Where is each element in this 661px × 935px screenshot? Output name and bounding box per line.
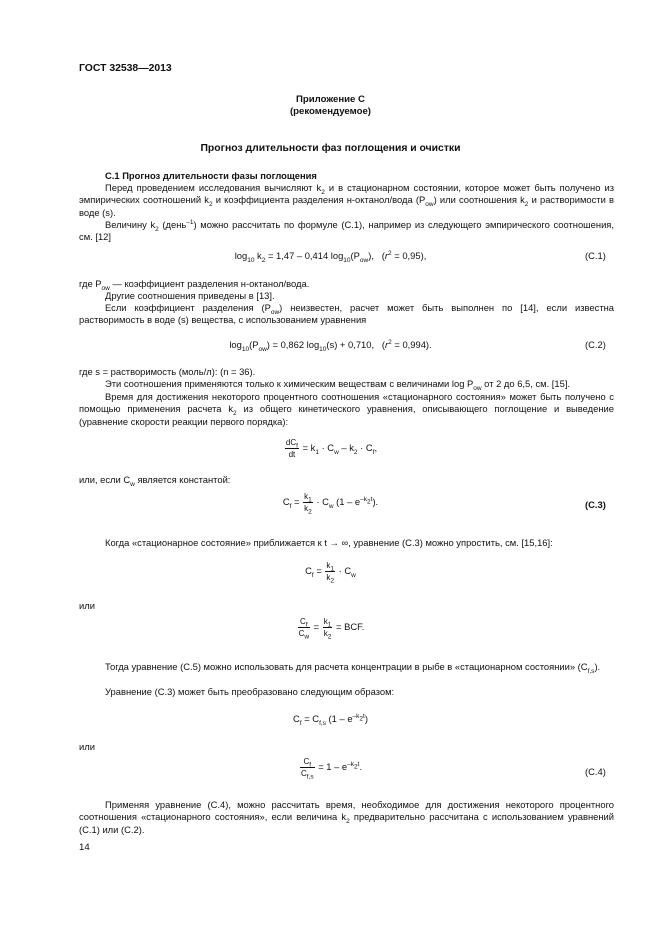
- equation-number-c4: (С.4): [585, 766, 606, 777]
- paragraph-1: Перед проведением исследования вычисляют $k_2$ и в стационарном состоянии, которое может быть получено из эмпирических соотношений $k_2$ и коэффициента разделения н-октанол/вода $(P_{ow})$ или соотношения $k_2$ и растворимости в воде (s).: [79, 182, 614, 218]
- paragraph-9: или, если $C_w$ является константой:: [79, 474, 231, 488]
- paragraph-5: Если коэффициент разделения $(P_{ow})$ неизвестен, расчет может быть выполнен по [14], если известна растворимость в воде (s) вещества, с использованием уравнения: [79, 302, 614, 326]
- paragraph-10: Когда «стационарное состояние» приближается к t → ∞, уравнение (С.3) можно упростить, см. [15,16]:: [105, 537, 553, 548]
- paragraph-8: Время для достижения некоторого процентного соотношения «стационарного состояния» может быть получено с помощью применения расчета $k_2$ из общего кинетического уравнения, описывающего поглощение и выведение (уравнение скорости реакции первого порядка):: [79, 391, 614, 427]
- equation-c2: $\log_{10}(P_{ow}) = 0,862$ $\log_{10}(s) + 0,710$, $(r^2 = 0,994)$.: [229, 338, 432, 353]
- paragraph-4: Другие соотношения приведены в [13].: [105, 290, 275, 301]
- equation-c3: $C_f$ = $\frac{k_1}{k_2}$ · $C_w$ $(1 - e^{-k_2t})$.: [282, 492, 379, 516]
- kinetic-equation: $\frac{dC_f}{dt}$ = $k_1 \cdot C_w - k_2 \cdot C_f$,: [285, 438, 378, 459]
- paragraph-11: Тогда уравнение (С.5) можно использовать для расчета концентрации в рыбе в «стационарном состоянии» $(C_{f,s})$.: [105, 661, 601, 675]
- equation-number-c3: (С.3): [585, 499, 606, 510]
- equation-c1: $\log_{10} k_2 = 1,47 - 0,414$ $\log_{10}(P_{ow})$, $(r^2 = 0,95)$,: [234, 249, 427, 264]
- document-title: Прогноз длительности фаз поглощения и очистки: [200, 143, 461, 154]
- paragraph-2: Величину $k_2$ (день$^{-1}$) можно рассчитать по формуле (С.1), например из следующего эмпирического соотношения, см. [12]: [79, 218, 614, 243]
- standard-header: ГОСТ 32538—2013: [79, 63, 172, 74]
- or-label-2: или: [79, 741, 95, 752]
- section-heading: С.1 Прогноз длительности фазы поглощения: [105, 170, 317, 181]
- paragraph-13: Применяя уравнение (С.4), можно рассчитать время, необходимое для достижения некоторого процентного соотношения «стационарного состояния», если величина $k_2$ предварительно рассчитана с использованием уравнений (С.1) или (С.2).: [79, 799, 614, 835]
- transformed-equation: $C_f = C_{f,s}$ $(1 - e^{-k_2t})$: [293, 712, 368, 727]
- equation-c4: $\frac{C_f}{C_{f,s}}$ = $1 - e^{-k_2t}$.: [300, 757, 363, 781]
- paragraph-6: где s = растворимость (моль/л): (n = 36).: [79, 366, 256, 377]
- bcf-equation: $\frac{C_f}{C_w}$ = $\frac{k_1}{k_2}$ = BCF.: [298, 617, 365, 641]
- paragraph-12: Уравнение (С.3) может быть преобразовано следующим образом:: [105, 686, 395, 697]
- paragraph-7: Эти соотношения применяются только к химическим веществам с величинами $\log P_{ow}$ от 2 до 6,5, см. [15].: [105, 378, 571, 392]
- page-number: 14: [79, 842, 90, 853]
- equation-number-c2: (С.2): [585, 339, 606, 350]
- steady-state-equation: $C_f$ = $\frac{k_1}{k_2}$ · $C_w$: [305, 561, 356, 585]
- annex-title: Приложение С: [296, 94, 365, 105]
- annex-status: (рекомендуемое): [289, 106, 371, 117]
- or-label-1: или: [79, 600, 95, 611]
- paragraph-3: где $P_{ow}$ — коэффициент разделения н-октанол/вода.: [79, 278, 310, 292]
- equation-number-c1: (С.1): [585, 250, 606, 261]
